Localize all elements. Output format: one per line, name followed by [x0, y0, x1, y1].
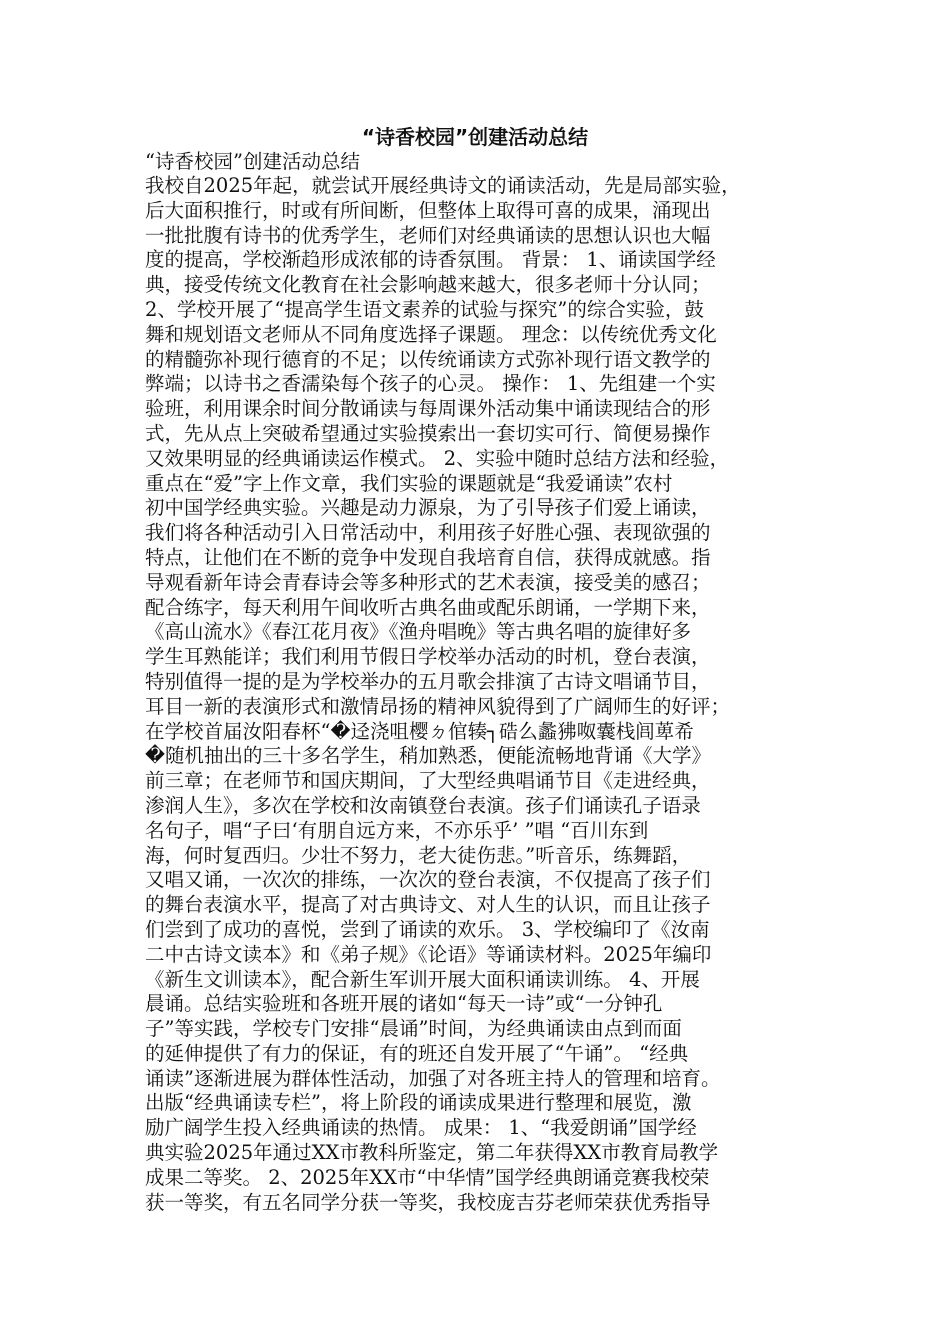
body-text-line: 式，先从点上突破希望通过实验摸索出一套切实可行、简便易操作 [145, 421, 711, 445]
body-text-line: 弊端；以诗书之香濡染每个孩子的心灵。 操作： 1、先组建一个实 [145, 372, 716, 396]
body-text-line: �随机抽出的三十多名学生，稍加熟悉，便能流畅地背诵《大学》 [145, 744, 711, 768]
body-text-line: 典实验2025年通过XX市教科所鉴定，第二年获得XX市教育局教学 [145, 1141, 719, 1165]
body-text-line: 后大面积推行，时或有所间断，但整体上取得可喜的成果，涌现出 [145, 198, 711, 222]
body-text-line: 重点在“爱”字上作文章，我们实验的课题就是“我爱诵读”农村 [145, 471, 673, 495]
body-text-line: 《新生文训读本》，配合新生军训开展大面积诵读训练。 4、开展 [145, 967, 700, 991]
body-text-line: 耳目一新的表演形式和激情昂扬的精神风貌得到了广阔师生的好评； [145, 694, 731, 718]
body-text-line: 名句子，唱“子曰‘有朋自远方来，不亦乐乎’ ”唱 “百川东到 [145, 818, 649, 842]
body-text-line: 又效果明显的经典诵读运作模式。 2、实验中随时总结方法和经验， [145, 446, 730, 470]
document-body [145, 174, 813, 1215]
body-text-line: 渗润人生》，多次在学校和汝南镇登台表演。孩子们诵读孔子语录 [145, 793, 701, 817]
body-text-line: 特点，让他们在不断的竞争中发现自我培育自信，获得成就感。指 [145, 545, 711, 569]
body-text-line: 《高山流水》《春江花月夜》《渔舟唱晚》等古典名唱的旋律好多 [145, 620, 692, 644]
body-text-line: 一批批腹有诗书的优秀学生，老师们对经典诵读的思想认识也大幅 [145, 223, 711, 247]
body-text-line: 晨诵。总结实验班和各班开展的诸如“每天一诗”或“一分钟孔 [145, 992, 663, 1016]
document-title: “诗香校园”创建活动总结 [361, 125, 589, 149]
body-text-line: 前三章；在老师节和国庆期间，了大型经典唱诵节目《走进经典， [145, 769, 711, 793]
body-text-line: 又唱又诵，一次次的排练，一次次的登台表演，不仅提高了孩子们 [145, 868, 711, 892]
body-text-line: 特别值得一提的是为学校举办的五月歌会排演了古诗文唱诵节目， [145, 669, 711, 693]
body-text-line: 们尝到了成功的喜悦，尝到了诵读的欢乐。 3、学校编印了《汝南 [145, 917, 710, 941]
body-text-line: 获一等奖，有五名同学分获一等奖，我校庞吉芬老师荣获优秀指导 [145, 1190, 711, 1214]
body-text-line: 配合练字，每天利用午间收听古典名曲或配乐朗诵，一学期下来， [145, 595, 711, 619]
body-text-line: 的延伸提供了有力的保证，有的班还自发开展了“午诵”。 “经典 [145, 1041, 689, 1065]
body-text-line: 导观看新年诗会青春诗会等多种形式的艺术表演，接受美的感召； [145, 570, 711, 594]
body-text-line: 验班，利用课余时间分散诵读与每周课外活动集中诵读现结合的形 [145, 397, 711, 421]
body-text-line: 典，接受传统文化教育在社会影响越来越大，很多老师十分认同； [145, 273, 711, 297]
body-text-line: 出版“经典诵读专栏”，将上阶段的诵读成果进行整理和展览，激 [145, 1091, 692, 1115]
body-text-line: 诵读”逐渐进展为群体性活动，加强了对各班主持人的管理和培育。 [145, 1066, 721, 1090]
body-text-line: 海，何时复西归。少壮不努力，老大徒伤悲。”听音乐，练舞蹈， [145, 843, 692, 867]
body-text-line: 初中国学经典实验。兴趣是动力源泉，为了引导孩子们爱上诵读， [145, 496, 711, 520]
body-text-line: 我校自2025年起，就尝试开展经典诗文的诵读活动，先是局部实验， [145, 174, 741, 197]
body-text-line: 的精髓弥补现行德育的不足；以传统诵读方式弥补现行语文教学的 [145, 347, 711, 371]
body-text-line: 励广阔学生投入经典诵读的热情。 成果： 1、“我爱朗诵”国学经 [145, 1116, 697, 1140]
body-text-line: 二中古诗文读本》和《弟子规》《论语》等诵读材料。2025年编印 [145, 942, 712, 966]
body-text-line: 2、学校开展了“提高学生语文素养的试验与探究”的综合实验，鼓 [145, 297, 704, 321]
body-text-line: 我们将各种活动引入日常活动中，利用孩子好胜心强、表现欲强的 [145, 521, 711, 545]
body-text-line: 舞和规划语文老师从不同角度选择子课题。 理念：以传统优秀文化 [145, 322, 717, 346]
body-text-line: 学生耳熟能详；我们利用节假日学校举办活动的时机，登台表演， [145, 645, 711, 669]
body-text-line: 度的提高，学校渐趋形成浓郁的诗香氛围。 背景： 1、诵读国学经 [145, 248, 716, 272]
body-text-line: 成果二等奖。 2、2025年XX市“中华情”国学经典朗诵竞赛我校荣 [145, 1165, 710, 1189]
document-subtitle: “诗香校园”创建活动总结 [145, 150, 360, 173]
body-text-line: 子”等实践，学校专门安排“晨诵”时间，为经典诵读由点到而面 [145, 1017, 682, 1041]
body-text-line: 的舞台表演水平，提高了对古典诗文、对人生的认识，而且让孩子 [145, 893, 711, 917]
body-text-line: 在学校首届汝阳春杯“�迳浇咀樱ㄉ倌辏┐硞么蠡狒呶囊栈闾萆希 [145, 719, 694, 743]
